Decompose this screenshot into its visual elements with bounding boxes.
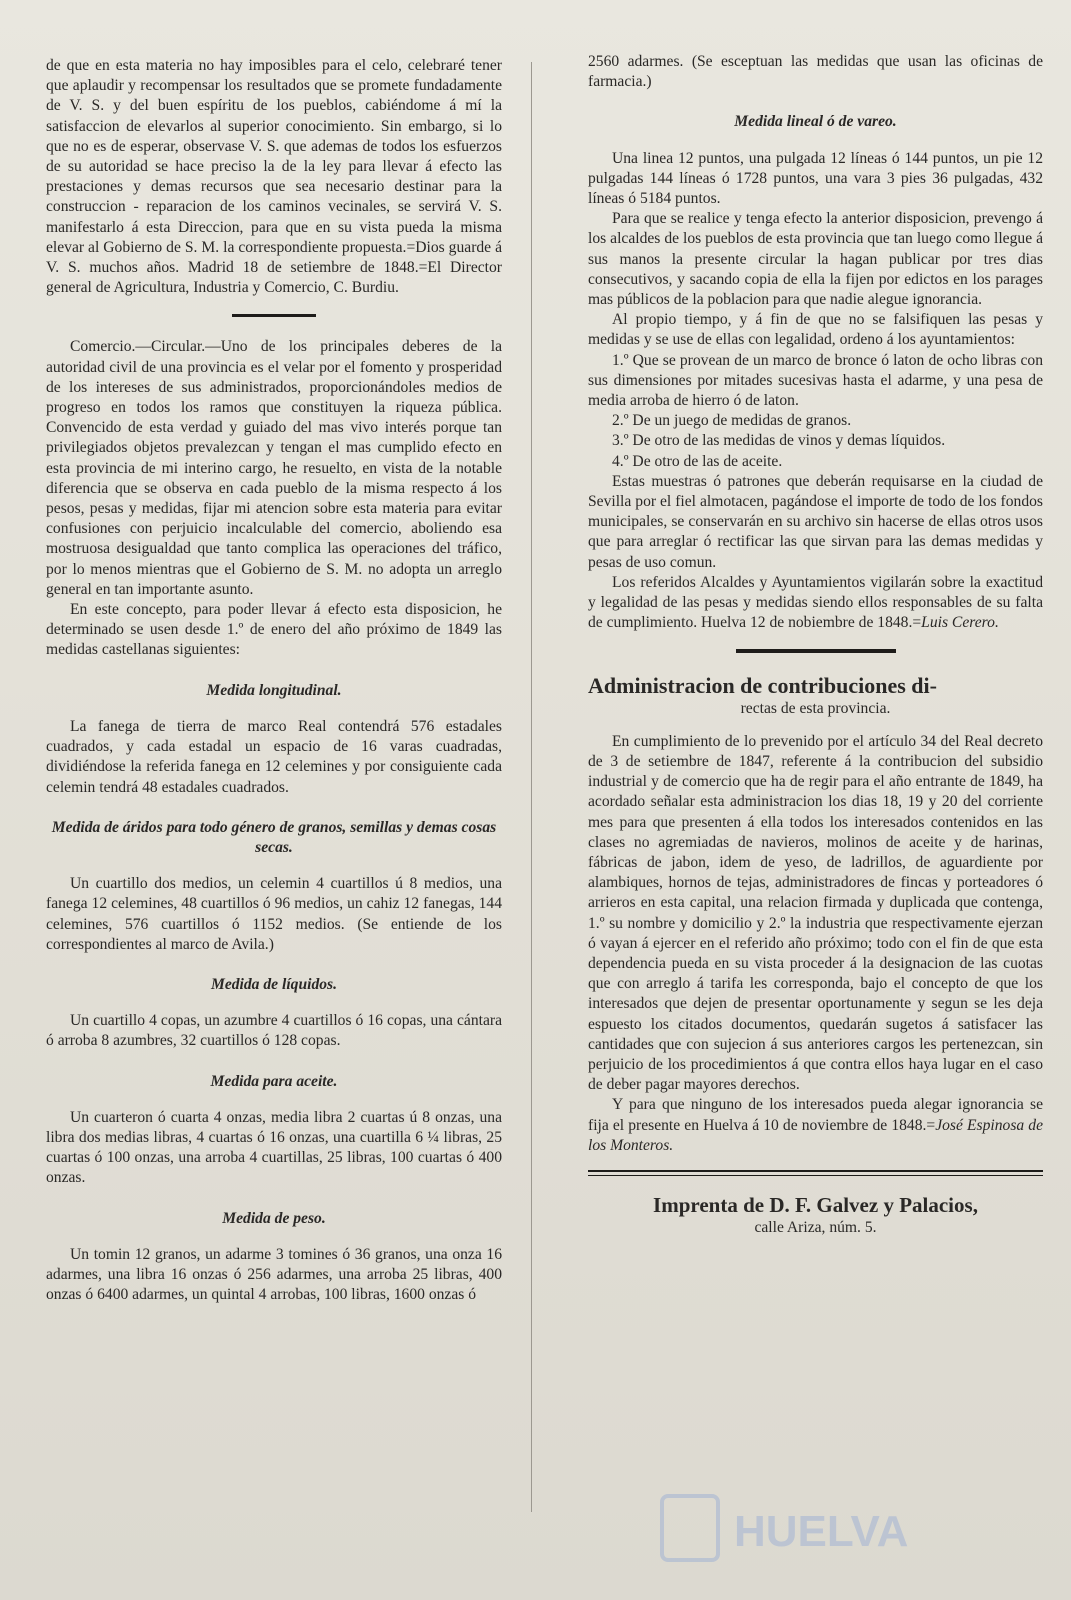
imprint-rule	[588, 1170, 1043, 1176]
order-item-4: 4.º De otro de las de aceite.	[612, 452, 783, 470]
watermark-text: HUELVA	[734, 1507, 909, 1556]
signature-cerero: Luis Cerero.	[921, 614, 999, 632]
huelva-watermark	[660, 1488, 960, 1568]
closing-paragraph	[588, 1095, 1043, 1156]
peso-paragraph: Un tomin 12 granos, un adarme 3 tomines ó 36 granos, una onza 16 adarmes, una libra 16 onzas ó 256 adarmes, una arroba 25 libras, 400 onzas ó 6400 adarmes, un quintal 4 arrobas, 100 libras, 1600 onzas ó	[46, 1245, 502, 1304]
circular-closing-paragraph: de que en esta materia no hay imposibles para el celo, celebraré tener que aplaudir y recompensar los resultados que se promete fundadamente de V. S. y del buen espíritu de los pueblos, cabiéndome á mí la satisfaccion de elevarlos al superior conocimiento. Sin embargo, si lo que no es de esperar, observase V. S. que ademas de todos los esfuerzos de su autoridad se hace preciso la de la ley para llevar á efecto las prestaciones y demas recursos que sea necesario destinar para la construccion - reparacion de los caminos vecinales, se servirá V. S. manifestarlo á esta Direccion, para que en su vista pueda la misma elevar al Gobierno de S. M. la correspondiente propuesta.=Dios guarde á V. S. muchos años. Madrid 18 de setiembre de 1848.=El Director general de Agricultura, Industria y Comercio, C. Burdiu.	[46, 57, 502, 297]
heading-liquidos: Medida de líquidos.	[210, 975, 338, 993]
ayuntamientos-order-paragraph: Al propio tiempo, y á fin de que no se falsifiquen las pesas y medidas y se use de ellas con legalidad, ordeno á los ayuntamientos:	[588, 311, 1043, 349]
longitudinal-paragraph: La fanega de tierra de marco Real contendrá 576 estadales cuadrados, y cada estadal un espacio de 16 varas cuadradas, dividiéndose la referida fanega en 12 celemines y por consiguiente cada celemin tendrá 48 estadales cuadrados.	[46, 717, 502, 796]
watermark-emblem-icon	[662, 1496, 718, 1560]
section-subtitle: rectas de esta provincia.	[740, 700, 891, 718]
heading-aridos: Medida de áridos para todo género de granos, semillas y demas cosas secas.	[51, 818, 497, 856]
section-divider	[232, 314, 316, 317]
heading-aceite: Medida para aceite.	[210, 1072, 338, 1090]
order-item-1: 1.º Que se provean de un marco de bronce ó laton de ocho libras con sus dimensiones por mitades sucesivas hasta el adarme, y una pesa de media arroba de hierro ó de laton.	[588, 351, 1043, 410]
heading-peso: Medida de peso.	[222, 1209, 326, 1227]
order-item-3: 3.º De otro de las medidas de vinos y demas líquidos.	[612, 432, 946, 450]
section-title: Administracion de contribuciones di-	[588, 673, 937, 699]
printer-address: calle Ariza, núm. 5.	[754, 1218, 877, 1236]
liquidos-paragraph: Un cuartillo 4 copas, un azumbre 4 cuartillos ó 16 copas, una cántara ó arroba 8 azumbres, 32 cuartillos ó 128 copas.	[46, 1012, 502, 1050]
aridos-paragraph: Un cuartillo dos medios, un celemin 4 cuartillos ú 8 medios, una fanega 12 celemines, 48 cuartillos ó 96 medios, un cahiz 12 fanegas, 144 celemines, 576 cuartillos ó 1152 medios. (Se entiende de los correspondientes al marco de Avila.)	[46, 875, 502, 953]
right-column	[588, 52, 1043, 1238]
order-item-2: 2.º De un juego de medidas de granos.	[612, 412, 852, 430]
commerce-circular-paragraph: Comercio.—Circular.—Uno de los principales deberes de la autoridad civil de una provincia es el velar por el fomento y prosperidad de los intereses de sus administrados, proporcionándoles medios de progreso en todos los ramos que constituyen la riqueza pública. Convencido de esta verdad y guiado del mas vivo interés porque tan privilegiados objetos prevalezcan y tengan el mas cumplido efecto en esta provincia de mi interino cargo, he resuelto, en vista de la notable diferencia que se observa en cada pueblo de la misma respecto á los pesos, pesas y medidas, fijar mi atencion sobre esta materia para evitar confusiones con perjuicio incalculable del comercio, aboliendo esa mostruosa desigualdad que tanto complica las operaciones del tráfico, por lo menos mientras que el Gobierno de S. M. no adopta un arreglo general en tan importante asunto.	[46, 338, 502, 598]
heading-longitudinal: Medida longitudinal.	[206, 681, 342, 699]
closing-text: Y para que ninguno de los interesados pueda alegar ignorancia se fija el presente en Huelva á 10 de noviembre de 1848.=	[588, 1096, 1043, 1134]
heading-lineal: Medida lineal ó de vareo.	[734, 113, 897, 131]
patterns-paragraph: Estas muestras ó patrones que deberán requisarse en la ciudad de Sevilla por el fiel almotacen, pagándose el importe de todo de los fondos municipales, se conservarán en su archivo sin hacerse de ellas otros usos que para arreglar ó rectificar las que sirvan para las demas medidas y pesas de uso comun.	[588, 472, 1043, 571]
column-divider	[531, 62, 532, 1512]
section-divider	[736, 649, 896, 653]
measures-intro-paragraph: En este concepto, para poder llevar á efecto esta disposicion, he determinado se usen desde 1.º de enero del año próximo de 1849 las medidas castellanas siguientes:	[46, 601, 502, 659]
publication-order-paragraph: Para que se realice y tenga efecto la anterior disposicion, prevengo á los alcaldes de los pueblos de esta provincia que tan luego como llegue á sus manos la presente circular la hagan publicar por tres dias consecutivos, y sacando copia de ella la fijen por edictos en los parages mas públicos de la poblacion para que nadie alegue ignorancia.	[588, 210, 1043, 309]
peso-continuation: 2560 adarmes. (Se esceptuan las medidas que usan las oficinas de farmacia.)	[588, 53, 1043, 91]
aceite-paragraph: Un cuarteron ó cuarta 4 onzas, media libra 2 cuartas ú 8 onzas, una libra dos medias libras, 4 cuartas ó 16 onzas, una cuartilla 6 ¼ libras, 25 cuartas ó 100 onzas, una arroba 4 cuartillas, 25 libras, 100 cuartas ó 400 onzas.	[46, 1108, 502, 1187]
lineal-paragraph: Una linea 12 puntos, una pulgada 12 líneas ó 144 puntos, un pie 12 pulgadas 144 líneas ó 1728 puntos, una vara 3 pies 36 pulgadas, 432 líneas ó 5184 puntos.	[588, 149, 1043, 208]
contribucion-paragraph: En cumplimiento de lo prevenido por el artículo 34 del Real decreto de 3 de setiembre de 1847, referente á la contribucion del subsidio industrial y de comercio que ha de regir para el año entrante de 1849, ha acordado señalar esta administracion los dias 18, 19 y 20 del corriente mes para que presenten á ella todos los interesados contenidos en las clases no agremiadas de navieros, molinos de aceite y de harinas, fábricas de jabon, idem de yeso, de ladrillos, de aguardiente por alambiques, hornos de tejas, administradores de fincas y porteadores ó arrieros en esta capital, una relacion firmada y duplicada que contenga, 1.º su nombre y domicilio y 2.º la industria que respectivamente ejerzan ó vayan á ejercer en el referido año próximo; todo con el fin de que esta dependencia pueda en su vista proceder á la designacion de las cuotas que con arreglo á tarifa les corresponda, bajo el concepto de que los interesados que dejen de presentar oportunamente y segun se les deja espuesto los citados documentos, quedarán sugetos á satisfacer las cantidades que con sujecion á sus anteriores cargos les pertenezcan, sin perjuicio de los procedimientos á que contra ellos haya lugar en el caso de deber pagar mayores derechos.	[588, 732, 1043, 1094]
printer-imprint: Imprenta de D. F. Galvez y Palacios,	[653, 1192, 978, 1217]
left-column	[46, 56, 502, 1305]
vigilance-paragraph	[588, 573, 1043, 634]
signature-espinosa: José Espinosa de los Monteros.	[588, 1116, 1044, 1154]
vigilance-text: Los referidos Alcaldes y Ayuntamientos vigilarán sobre la exactitud y legalidad de las pesas y medidas siendo ellos responsables de su falta de cumplimiento. Huelva 12 de nobiembre de 1848.=	[588, 573, 1043, 632]
